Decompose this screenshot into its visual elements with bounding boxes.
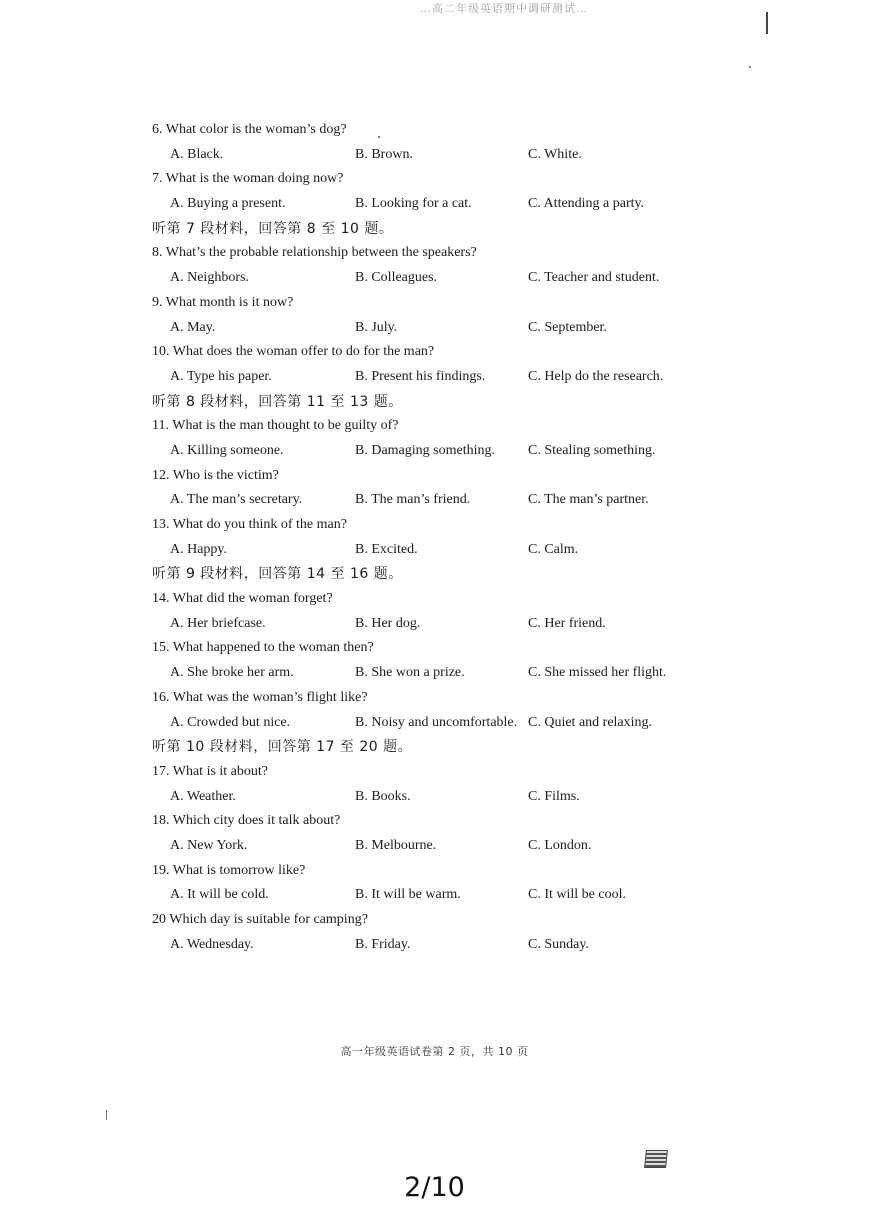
option-a: A. Buying a present. [170, 196, 286, 212]
answer-options [152, 538, 712, 563]
option-b: B. Friday. [355, 936, 411, 952]
answer-options [152, 933, 712, 958]
question-text: 8. What’s the probable relationship between the speakers? [152, 245, 477, 261]
option-c: C. Sunday. [528, 936, 589, 952]
option-b: B. Colleagues. [355, 270, 438, 286]
answer-options [152, 883, 712, 908]
section-instruction: 听第 7 段材料，回答第 8 至 10 题。 [152, 220, 394, 237]
section-instruction: 听第 8 段材料，回答第 11 至 13 题。 [152, 393, 403, 410]
question-text: 12. Who is the victim? [152, 467, 279, 483]
option-a: A. New York. [170, 837, 248, 853]
option-a: A. Wednesday. [170, 936, 254, 952]
option-b: B. Books. [355, 788, 411, 804]
option-c: C. Help do the research. [528, 368, 664, 384]
answer-options [152, 488, 712, 513]
option-a: A. Type his paper. [170, 368, 272, 384]
question-text: 10. What does the woman offer to do for the man? [152, 344, 435, 360]
section-instruction: 听第 10 段材料，回答第 17 至 20 题。 [152, 739, 413, 756]
option-b: B. Looking for a cat. [355, 196, 472, 212]
option-c: C. Attending a party. [528, 196, 645, 212]
option-a: A. The man’s secretary. [170, 492, 303, 508]
option-c: C. Films. [528, 788, 580, 804]
option-c: C. It will be cool. [528, 887, 626, 903]
option-b: B. Her dog. [355, 615, 421, 631]
question-text: 16. What was the woman’s flight like? [152, 689, 368, 705]
option-b: B. Excited. [355, 541, 418, 557]
question-text: 7. What is the woman doing now? [152, 171, 344, 187]
question-text: 17. What is it about? [152, 763, 268, 779]
question-text: 15. What happened to the woman then? [152, 640, 374, 656]
option-c: C. Teacher and student. [528, 270, 660, 286]
section-instruction: 听第 9 段材料，回答第 14 至 16 题。 [152, 566, 403, 583]
option-c: C. White. [528, 146, 582, 162]
question-text: 13. What do you think of the man? [152, 517, 347, 532]
option-c: C. September. [528, 319, 607, 335]
option-b: B. July. [355, 319, 398, 335]
option-c: C. Calm. [528, 541, 579, 557]
page-counter: 2/10 [404, 1172, 465, 1203]
option-c: C. Quiet and relaxing. [528, 714, 653, 730]
option-b: B. Melbourne. [355, 837, 437, 853]
answer-options [152, 439, 712, 464]
answer-options [152, 612, 712, 637]
scanned-header-fragment: …高二年级英语期中调研测试… [420, 3, 588, 15]
option-a: A. She broke her arm. [170, 665, 294, 681]
answer-options [152, 143, 712, 168]
option-a: A. Black. [170, 146, 224, 162]
question-list [152, 118, 712, 957]
option-c: C. Her friend. [528, 615, 606, 631]
scan-artifact-line [766, 12, 768, 34]
scan-artifact-dot [749, 66, 751, 68]
option-a: A. Weather. [170, 788, 236, 804]
answer-options [152, 711, 712, 736]
option-a: A. Killing someone. [170, 442, 284, 458]
option-c: C. She missed her flight. [528, 665, 667, 681]
document-scan-icon [644, 1150, 668, 1168]
question-text: 18. Which city does it talk about? [152, 813, 341, 829]
answer-options [152, 834, 712, 859]
question-text: 19. What is tomorrow like? [152, 862, 306, 878]
question-text: 9. What month is it now? [152, 294, 294, 310]
answer-options [152, 785, 712, 810]
question-text: 11. What is the man thought to be guilty of? [152, 418, 399, 434]
option-a: A. Neighbors. [170, 270, 249, 286]
question-text: 20 Which day is suitable for camping? [152, 912, 368, 927]
option-b: B. Damaging something. [355, 442, 495, 458]
option-b: B. Brown. [355, 146, 413, 162]
option-b: B. Present his findings. [355, 368, 486, 384]
question-text: 6. What color is the woman’s dog? [152, 122, 347, 137]
option-a: A. Crowded but nice. [170, 714, 291, 730]
option-b: B. The man’s friend. [355, 492, 471, 508]
option-a: A. It will be cold. [170, 887, 269, 903]
page-footer: 高一年级英语试卷第 2 页，共 10 页 [340, 1045, 529, 1058]
answer-options [152, 661, 712, 686]
option-b: B. She won a prize. [355, 665, 465, 681]
option-b: B. Noisy and uncomfortable. [355, 714, 518, 730]
option-a: A. Happy. [170, 541, 228, 557]
option-a: A. Her briefcase. [170, 615, 266, 631]
answer-options [152, 316, 712, 341]
answer-options [152, 266, 712, 291]
answer-options [152, 192, 712, 217]
scan-artifact-tick [106, 1110, 107, 1120]
question-text: 14. What did the woman forget? [152, 591, 333, 607]
option-c: C. Stealing something. [528, 442, 656, 458]
option-b: B. It will be warm. [355, 887, 461, 903]
option-c: C. London. [528, 837, 592, 853]
option-a: A. May. [170, 319, 216, 335]
option-c: C. The man’s partner. [528, 492, 649, 508]
answer-options [152, 365, 712, 390]
